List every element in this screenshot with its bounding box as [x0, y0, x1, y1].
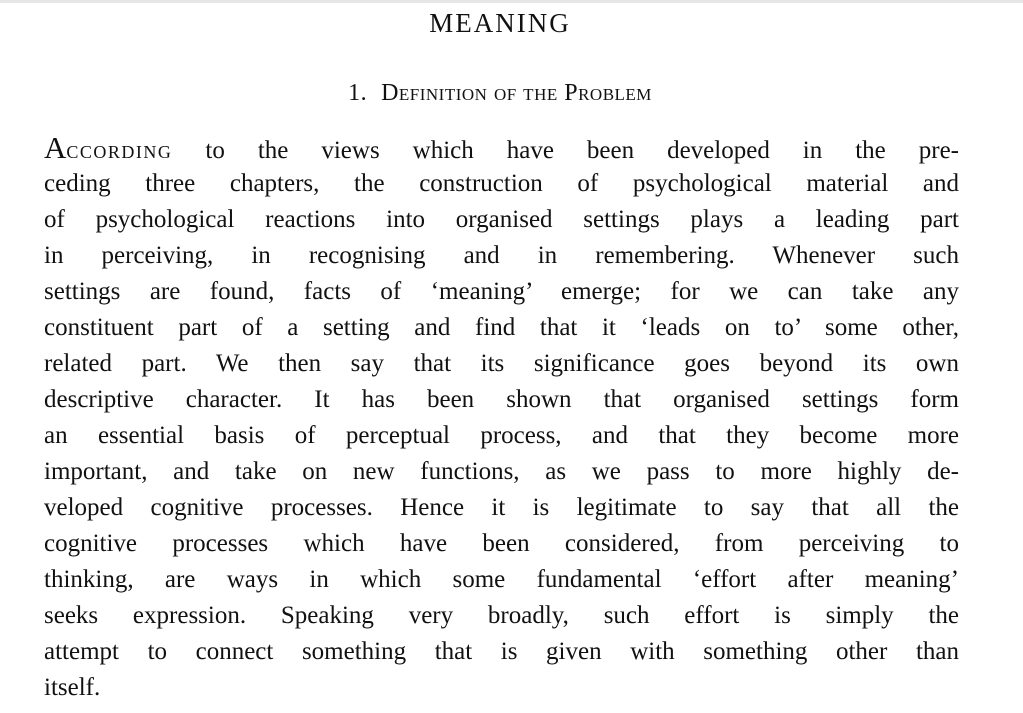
section-number: 1. — [348, 80, 368, 106]
text-line: ceding three chapters, the construction of psychological material and — [44, 170, 959, 197]
text-line: veloped cognitive processes. Hence it is legitimate to say that all the — [44, 494, 959, 521]
text-line: cognitive processes which have been considered, from perceiving to — [44, 530, 959, 557]
body-paragraph — [44, 130, 959, 706]
text-line: itself. — [44, 674, 101, 701]
text-line: descriptive character. It has been shown that organised settings form — [44, 386, 959, 413]
section-heading — [0, 78, 1000, 108]
text-line: attempt to connect something that is given with something other than — [44, 638, 959, 665]
text-line: thinking, are ways in which some fundamental ‘effort after meaning’ — [44, 566, 959, 593]
text-line: constituent part of a setting and find that it ‘leads on to’ some other, — [44, 314, 959, 341]
opening-word-rest: ccording — [66, 137, 173, 164]
text-line: related part. We then say that its significance goes beyond its own — [44, 350, 959, 377]
top-divider — [0, 0, 1023, 3]
text-line: of psychological reactions into organised settings plays a leading part — [44, 206, 959, 233]
text-line: settings are found, facts of ‘meaning’ emerge; for we can take any — [44, 278, 959, 305]
text-line: important, and take on new functions, as we pass to more highly de- — [44, 458, 959, 485]
text-line-content: to the views which have been developed in the pre- — [172, 137, 959, 164]
opening-initial: A — [44, 130, 67, 165]
text-line — [44, 130, 959, 166]
chapter-title: MEANING — [429, 8, 571, 38]
text-line: an essential basis of perceptual process, and that they become more — [44, 422, 959, 449]
text-line: in perceiving, in recognising and in remembering. Whenever such — [44, 242, 959, 269]
text-line: seeks expression. Speaking very broadly, such effort is simply the — [44, 602, 959, 629]
section-title: Definition of the Problem — [381, 80, 652, 106]
